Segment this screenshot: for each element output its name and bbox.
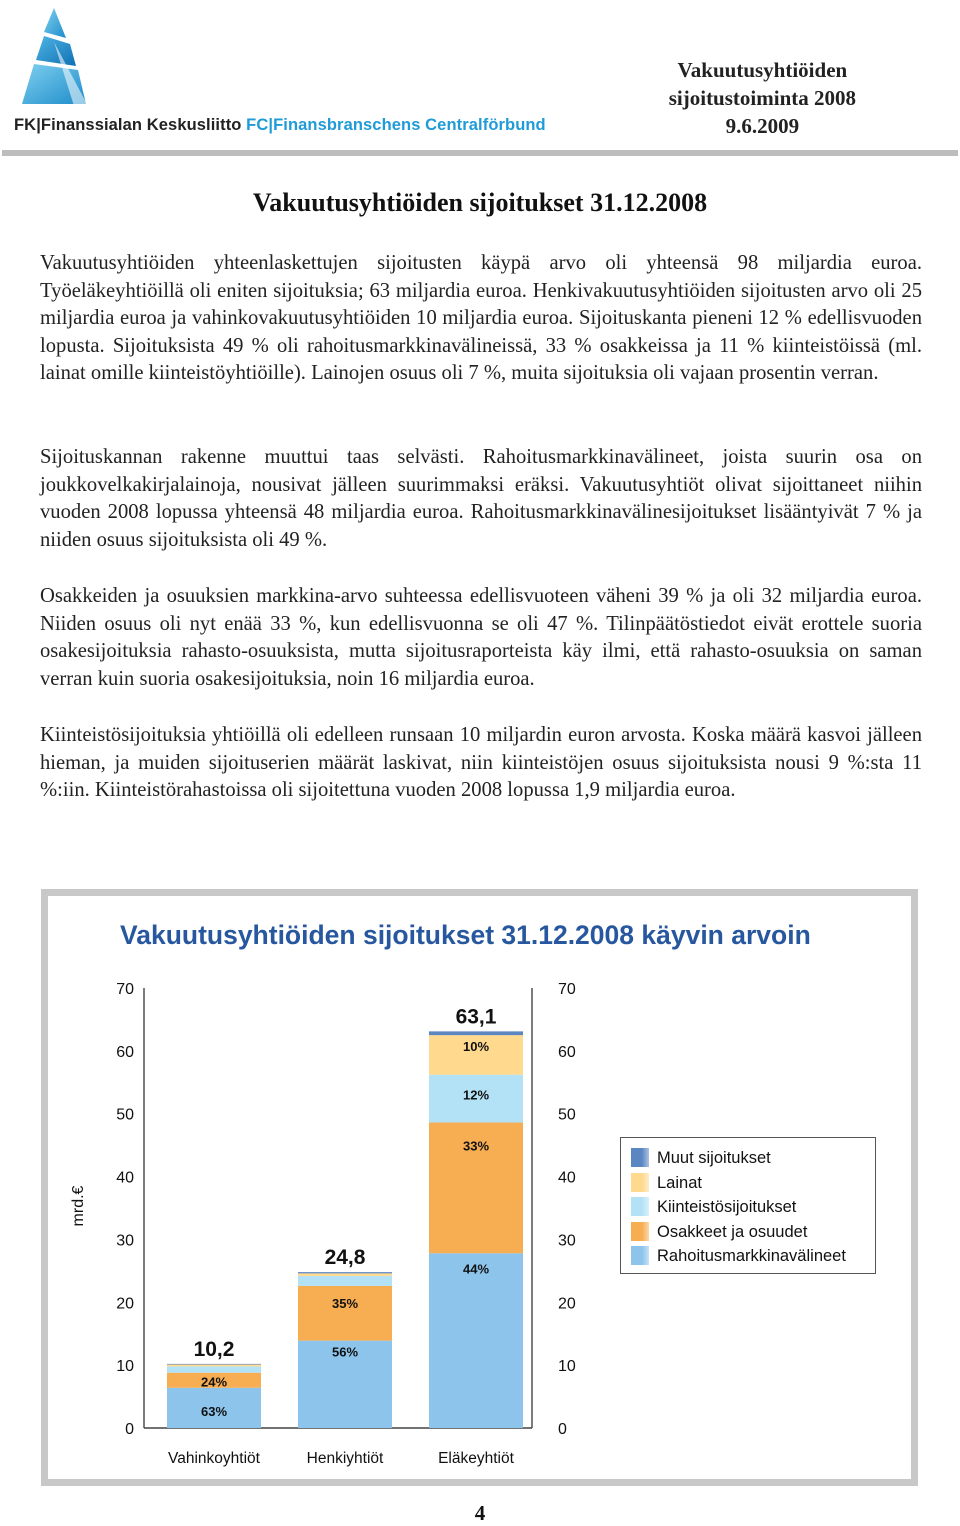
paragraph-1: Vakuutusyhtiöiden yhteenlaskettujen sijoitusten käypä arvo oli yhteensä 98 miljardia euroa. Työeläkeyhtiöillä oli eniten sijoituksia; 63 miljardia euroa. Henkivakuutusyhtiöiden sijoitusten arvo oli 25 miljardia euroa ja vahinkovakuutusyhtiöiden 10 miljardia euroa. Sijoituskanta pieneni 12 % edellisvuoden lopusta. Sijoituksista 49 % oli rahoitusmarkkinavälineissä, 33 % osakkeissa ja 11 % kiinteistöissä (ml. lainat omille kiinteistöyhtiöille). Lainojen osuus oli 7 %, muita sijoituksia oli vajaan prosentin verran. (40, 252, 922, 385)
y-tick-right-20: 20 (558, 1295, 576, 1313)
y-tick-right-10: 10 (558, 1358, 576, 1376)
data-label-Henkiyhtiöt-Osakkeet ja osuudet: 35% (331, 1295, 359, 1311)
bar-Vahinkoyhtiöt-Muut sijoitukset (167, 1364, 261, 1365)
data-label-Vahinkoyhtiöt-Osakkeet ja osuudet: 24% (200, 1374, 228, 1390)
bar-Vahinkoyhtiöt-Lainat (167, 1365, 261, 1367)
total-label-Eläkeyhtiöt: 63,1 (455, 1005, 497, 1029)
logo-mark-icon (14, 6, 94, 112)
paragraph-3: Osakkeiden ja osuuksien markkina-arvo suhteessa edellisvuoteen väheni 39 % ja oli 32 miljardia euroa. Niiden osuus oli nyt enää 33 %, kun edellisvuonna se oli 47 %. Tilinpäätöstiedot eivät erottele suoria osakesijoituksia rahasto-osuuksista, mutta sijoitusraporteista käy ilmi, että rahasto-osuuksia on saman verran kuin suoria osakesijoituksia, noin 16 miljardia euroa. (40, 585, 922, 690)
bar-Henkiyhtiöt-Osakkeet ja osuudet (298, 1286, 392, 1341)
chart-panel (41, 889, 918, 1486)
legend-swatch (631, 1197, 649, 1216)
y-tick-left-40: 40 (116, 1169, 134, 1187)
y-axis-label: mrd.€ (70, 1185, 87, 1227)
data-label-Henkiyhtiöt-Rahoitusmarkkinavälineet: 56% (331, 1344, 359, 1360)
y-tick-left-0: 0 (125, 1421, 134, 1438)
y-tick-right-60: 60 (558, 1043, 576, 1061)
legend-swatch (631, 1173, 649, 1192)
org-sv-name: Finansbranschens Centralförbund (273, 116, 546, 134)
y-tick-left-10: 10 (116, 1358, 134, 1376)
paragraph-4: Kiinteistösijoituksia yhtiöillä oli edelleen runsaan 10 miljardin euron arvosta. Koska määrä kasvoi jälleen hieman, ja muiden sijoituserien määrät laskivat, niin kiinteistöjen osuus sijoituksista nousi 9 %:sta 11 %:iin. Kiinteistörahastoissa oli sijoitettuna vuoden 2008 lopussa 1,9 miljardia euroa. (40, 724, 922, 802)
y-tick-right-50: 50 (558, 1106, 576, 1124)
org-name: FK|Finanssialan Keskusliitto FC|Finansbranschens Centralförbund (14, 116, 546, 134)
x-tick-Henkiyhtiöt: Henkiyhtiöt (306, 1450, 384, 1467)
y-tick-right-70: 70 (558, 981, 576, 998)
legend-label: Osakkeet ja osuudet (657, 1222, 808, 1241)
total-label-Vahinkoyhtiöt: 10,2 (193, 1337, 235, 1361)
header-divider (2, 150, 958, 156)
bar-Henkiyhtiöt-Kiinteistösijoitukset (298, 1276, 392, 1286)
x-tick-Eläkeyhtiöt: Eläkeyhtiöt (438, 1450, 514, 1467)
org-fi-abbr: FK (14, 116, 37, 134)
data-label-Eläkeyhtiöt-Lainat: 10% (462, 1039, 490, 1055)
doc-date: 9.6.2009 (725, 114, 800, 138)
data-label-Eläkeyhtiöt-Rahoitusmarkkinavälineet: 44% (462, 1261, 490, 1277)
y-tick-right-40: 40 (558, 1169, 576, 1187)
bar-Vahinkoyhtiöt-Kiinteistösijoitukset (167, 1366, 261, 1372)
x-tick-Vahinkoyhtiöt: Vahinkoyhtiöt (168, 1450, 260, 1467)
org-sv-abbr: FC (246, 116, 269, 134)
page-number: 4 (474, 1501, 486, 1525)
chart-title: Vakuutusyhtiöiden sijoitukset 31.12.2008 käyvin arvoin (120, 920, 811, 950)
doc-title-line1: Vakuutusyhtiöiden (677, 58, 848, 82)
doc-title-line2: sijoitustoiminta 2008 (668, 86, 856, 110)
y-tick-right-30: 30 (558, 1232, 576, 1250)
legend-label: Kiinteistösijoitukset (657, 1198, 797, 1216)
paragraph-2: Sijoituskannan rakenne muuttui taas selvästi. Rahoitusmarkkinavälineet, joista suurin osa on joukkovelkakirjalainoja, nousivat jälleen suurimmaksi eräksi. Vakuutusyhtiöt olivat sijoittaneet niihin vuoden 2008 lopussa yhteensä 48 miljardia euroa. Rahoitusmarkkinavälinesijoitukset lisääntyivät 7 % ja niiden osuus sijoituksista oli 49 %. (40, 446, 922, 551)
data-label-Eläkeyhtiöt-Kiinteistösijoitukset: 12% (462, 1087, 490, 1103)
document-header (669, 56, 856, 140)
legend-label: Rahoitusmarkkinavälineet (657, 1247, 846, 1265)
bar-Henkiyhtiöt-Muut sijoitukset (298, 1272, 392, 1273)
y-tick-left-50: 50 (116, 1106, 134, 1124)
legend-swatch (631, 1148, 649, 1167)
legend-label: Muut sijoitukset (657, 1149, 771, 1167)
y-tick-left-30: 30 (116, 1232, 134, 1250)
legend-label: Lainat (657, 1173, 702, 1192)
bar-Eläkeyhtiöt-Muut sijoitukset (429, 1031, 523, 1035)
y-tick-right-0: 0 (558, 1421, 567, 1438)
bar-Henkiyhtiöt-Lainat (298, 1273, 392, 1276)
bar-Eläkeyhtiöt-Rahoitusmarkkinavälineet (429, 1253, 523, 1428)
y-tick-left-70: 70 (116, 981, 134, 998)
y-tick-left-60: 60 (116, 1043, 134, 1061)
total-label-Henkiyhtiöt: 24,8 (324, 1246, 366, 1270)
data-label-Vahinkoyhtiöt-Rahoitusmarkkinavälineet: 63% (200, 1403, 228, 1419)
page-title: Vakuutusyhtiöiden sijoitukset 31.12.2008 (252, 188, 708, 217)
legend-swatch (631, 1246, 649, 1265)
org-fi-name: Finanssialan Keskusliitto (40, 116, 242, 134)
chart-legend (620, 1137, 876, 1274)
legend-swatch (631, 1222, 649, 1241)
data-label-Eläkeyhtiöt-Osakkeet ja osuudet: 33% (462, 1138, 490, 1154)
y-tick-left-20: 20 (116, 1295, 134, 1313)
